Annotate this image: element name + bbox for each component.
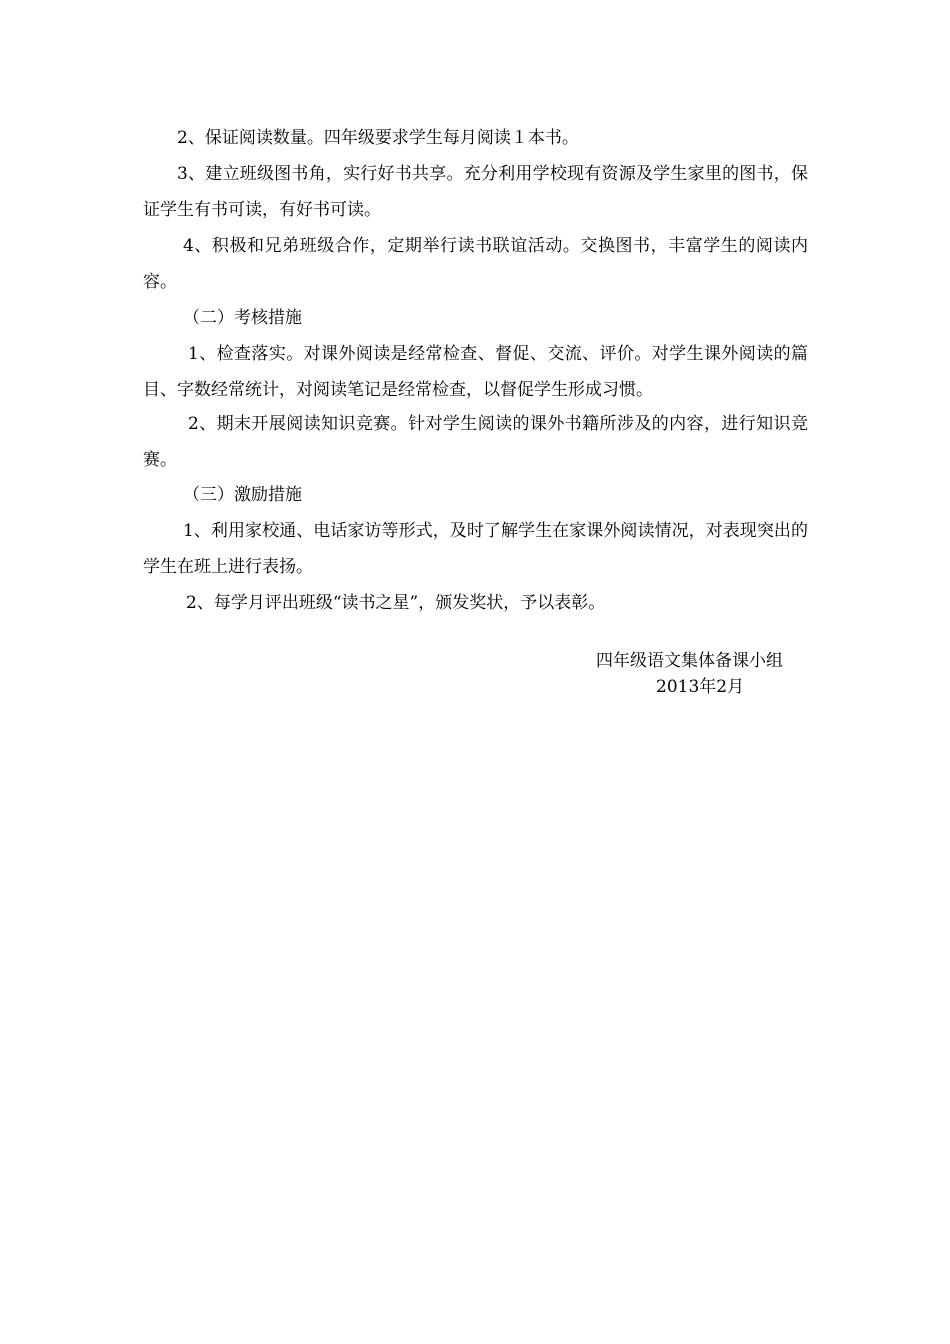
paragraph-inspection: 1、检查落实。对课外阅读是经常检查、督促、交流、评价。对学生课外阅读的篇目、字数经常统计，对阅读笔记是经常检查，以督促学生形成习惯。 (143, 344, 808, 400)
paragraph-knowledge-contest: 2、期末开展阅读知识竞赛。针对学生阅读的课外书籍所涉及的内容，进行知识竞赛。 (143, 414, 808, 470)
paragraph-class-cooperation: 4、积极和兄弟班级合作，定期举行读书联谊活动。交换图书，丰富学生的阅读内容。 (143, 236, 808, 292)
paragraph-reading-star: 2、每学月评出班级“读书之星”，颁发奖状，予以表彰。 (186, 593, 606, 613)
signature-date: 2013年2月 (656, 677, 745, 697)
heading-assessment-measures: （二）考核措施 (183, 308, 302, 328)
signature-group: 四年级语文集体备课小组 (596, 651, 783, 671)
paragraph-home-school-communication: 1、利用家校通、电话家访等形式，及时了解学生在家课外阅读情况，对表现突出的学生在班上进行表扬。 (143, 521, 808, 577)
heading-incentive-measures: （三）激励措施 (183, 485, 302, 505)
paragraph-reading-quantity: 2、保证阅读数量。四年级要求学生每月阅读１本书。 (177, 128, 579, 148)
paragraph-class-library: 3、建立班级图书角，实行好书共享。充分利用学校现有资源及学生家里的图书，保证学生有书可读，有好书可读。 (143, 164, 808, 220)
